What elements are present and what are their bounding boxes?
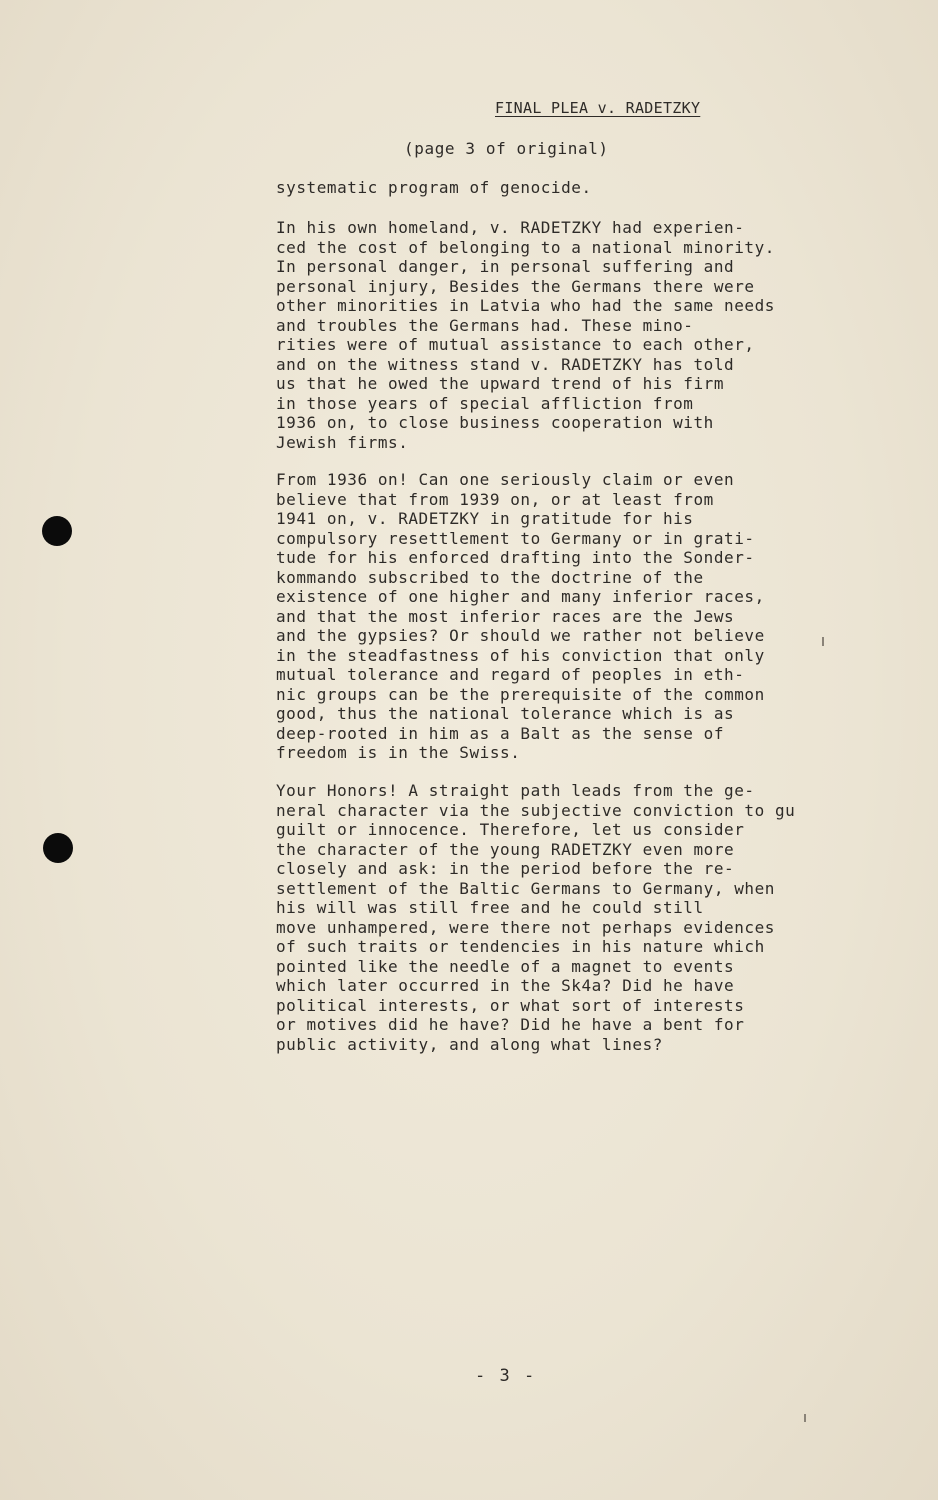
text-line: closely and ask: in the period before the re- xyxy=(276,859,735,878)
text-line: the character of the young RADETZKY even more xyxy=(276,839,735,859)
text-line: of such traits or tendencies in his nature which xyxy=(276,937,765,956)
text-line: neral character via the subjective conviction to gu xyxy=(276,800,796,820)
text-line: other minorities in Latvia who had the same needs xyxy=(276,296,775,315)
text-line: compulsory resettlement to Germany or in grati- xyxy=(276,528,755,548)
text-line: From 1936 on! Can one seriously claim or even xyxy=(276,470,735,489)
stray-ink-mark xyxy=(822,637,824,646)
text-line: and the gypsies? Or should we rather not believe xyxy=(276,626,765,645)
text-line: existence of one higher and many inferior races, xyxy=(276,587,765,606)
text-line: or motives did he have? Did he have a bent for xyxy=(276,1015,745,1034)
text-line: political interests, or what sort of interests xyxy=(276,995,745,1015)
text-line: and on the witness stand v. RADETZKY has told xyxy=(276,354,735,374)
text-line: and troubles the Germans had. These mino- xyxy=(276,315,694,335)
text-line: personal injury, Besides the Germans there were xyxy=(276,276,755,296)
paragraph-1 xyxy=(276,178,876,198)
text-line: tude for his enforced drafting into the Sonder- xyxy=(276,548,755,567)
text-line: Your Honors! A straight path leads from the ge- xyxy=(276,781,755,800)
text-line: us that he owed the upward trend of his firm xyxy=(276,374,725,393)
paragraph-3 xyxy=(276,470,876,763)
text-line: good, thus the national tolerance which is as xyxy=(276,704,735,723)
text-line: nic groups can be the prerequisite of the common xyxy=(276,684,765,704)
text-line: mutual tolerance and regard of peoples in eth- xyxy=(276,665,745,684)
text-line: his will was still free and he could still xyxy=(276,898,704,917)
page-number: - 3 - xyxy=(475,1366,537,1386)
stray-ink-mark xyxy=(804,1414,806,1422)
text-line: public activity, and along what lines? xyxy=(276,1034,663,1054)
text-line: settlement of the Baltic Germans to Germany, when xyxy=(276,878,775,898)
document-header: FINAL PLEA v. RADETZKY xyxy=(495,99,701,117)
paragraph-4 xyxy=(276,781,876,1054)
text-line: rities were of mutual assistance to each other, xyxy=(276,335,755,354)
page-reference: (page 3 of original) xyxy=(404,139,609,158)
punch-hole xyxy=(42,516,72,546)
text-line: believe that from 1939 on, or at least from xyxy=(276,489,714,509)
text-line: In personal danger, in personal suffering and xyxy=(276,257,735,276)
text-line: Jewish firms. xyxy=(276,432,409,452)
text-line: 1941 on, v. RADETZKY in gratitude for his xyxy=(276,509,694,528)
text-line: systematic program of genocide. xyxy=(276,178,592,197)
text-line: freedom is in the Swiss. xyxy=(276,743,521,762)
text-line: pointed like the needle of a magnet to events xyxy=(276,956,735,976)
text-line: in those years of special affliction from xyxy=(276,393,694,413)
text-line: and that the most inferior races are the Jews xyxy=(276,606,735,626)
text-line: in the steadfastness of his conviction that only xyxy=(276,645,765,665)
text-line: ced the cost of belonging to a national minority. xyxy=(276,237,775,257)
text-line: deep-rooted in him as a Balt as the sense of xyxy=(276,723,725,743)
text-line: guilt or innocence. Therefore, let us consider xyxy=(276,820,745,839)
text-line: kommando subscribed to the doctrine of the xyxy=(276,567,704,587)
text-line: In his own homeland, v. RADETZKY had experien- xyxy=(276,218,745,237)
text-line: 1936 on, to close business cooperation with xyxy=(276,413,714,432)
punch-hole xyxy=(43,833,73,863)
text-line: which later occurred in the Sk4a? Did he have xyxy=(276,976,735,995)
text-line: move unhampered, were there not perhaps evidences xyxy=(276,917,775,937)
paragraph-2 xyxy=(276,218,876,452)
